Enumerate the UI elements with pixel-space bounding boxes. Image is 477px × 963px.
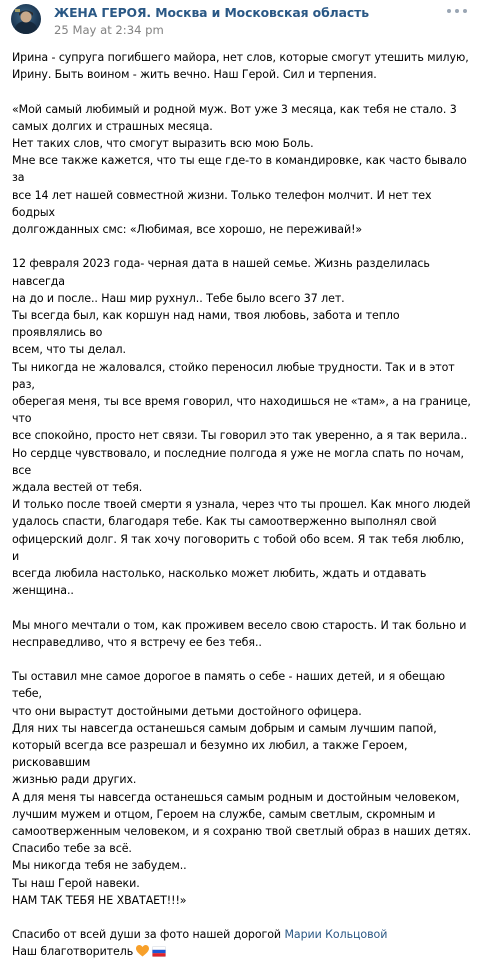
post-line: И только после твоей смерти я узнала, через что ты прошел. Как много людей <box>12 498 471 512</box>
author-name[interactable]: ЖЕНА ГЕРОЯ. Москва и Московская область <box>54 5 369 20</box>
post-date[interactable]: 25 May at 2:34 pm <box>54 23 164 37</box>
post-line: Ты никогда не жаловался, стойко переносил любые трудности. Так и в этот раз, <box>12 360 455 391</box>
post-line: все 14 лет нашей совместной жизни. Только телефон молчит. И нет тех бодрых <box>12 188 432 219</box>
post-line: Ты всегда был, как коршун над нами, твоя любовь, забота и тепло проявлялись во <box>12 309 400 340</box>
post-line: удалось спасти, благодаря тебе. Как ты самоотверженно выполнял свой <box>12 515 437 529</box>
paragraph-gap <box>12 909 474 926</box>
post-line: оберегая меня, ты все время говорил, что находишься не «там», а на границе, что <box>12 395 471 426</box>
post-paragraph <box>12 617 474 651</box>
thanks-line <box>12 926 474 943</box>
post-line: жизнью ради других. <box>12 773 137 787</box>
post-line: Ты оставил мне самое дорогое в память о себе - наших детей, и я обещаю тебе, <box>12 670 445 701</box>
photographer-mention-link[interactable]: Марии Кольцовой <box>284 928 388 942</box>
post-line: Для них ты навсегда останешься самым добрым и самым лучшим папой, <box>12 721 437 735</box>
post-line: всем, что ты делал. <box>12 343 126 357</box>
post-line: самоотверженным человеком, и я сохраню твой светлый образ в наших детях. <box>12 825 472 839</box>
post-line: Мы много мечтали о том, как проживем весело свою старость. И так больно и <box>12 618 467 632</box>
post-line: Ирину. Быть воином - жить вечно. Наш Герой. Сил и терпения. <box>12 68 377 82</box>
post-paragraph <box>12 49 474 83</box>
post-line: Ирина - супруга погибшего майора, нет слов, которые смогут утешить милую, <box>12 51 469 64</box>
post-paragraph <box>12 668 474 909</box>
post-line: долгожданных смс: «Любимая, все хорошо, не переживай!» <box>12 223 363 237</box>
post-line: Нет таких слов, что смогут выразить всю мою Боль. <box>12 137 314 150</box>
post-line: Мы никогда тебя не забудем.. <box>12 859 187 873</box>
post-line: лучшим мужем и отцом, Героем на службе, самым светлым, скромным и <box>12 807 436 821</box>
paragraph-gap <box>12 651 474 668</box>
avatar[interactable] <box>11 4 41 34</box>
post-line: А для меня ты навсегда останешься самым родным и достойным человеком, <box>12 790 460 804</box>
paragraph-gap <box>12 599 474 616</box>
post-paragraph <box>12 255 474 599</box>
post-line: «Мой самый любимый и родной муж. Вот уже 3 месяца, как тебя не стало. 3 <box>12 102 457 116</box>
paragraph-gap <box>12 83 474 100</box>
paragraph-gap <box>12 238 474 255</box>
post-line: НАМ ТАК ТЕБЯ НЕ ХВАТАЕТ!!!» <box>12 893 187 907</box>
post-line: несправедливо, что я встречу ее без тебя.. <box>12 635 262 649</box>
post-paragraph <box>12 101 474 239</box>
post-line: Спасибо тебе за всё. <box>12 842 132 856</box>
post-line: Но сердце чувствовало, и последние полгода я уже не могла спать по ночам, все <box>12 446 464 477</box>
orange-heart-icon <box>136 945 149 962</box>
post-line: Мне все также кажется, что ты еще где-то в командировке, как часто бывало за <box>12 154 467 185</box>
post-line: офицерский долг. Я так хочу поговорить с тобой обо всем. Я так тебя люблю, и <box>12 532 465 563</box>
post-header <box>0 0 477 44</box>
post-line: 12 февраля 2023 года- черная дата в нашей семье. Жизнь разделилась навсегда <box>12 257 430 288</box>
post-line: на до и после.. Наш мир рухнул.. Тебе было всего 37 лет. <box>12 291 345 305</box>
post-text <box>12 49 474 963</box>
post-line: ждала вестей от тебя. <box>12 481 143 495</box>
avatar-image <box>11 4 41 34</box>
post-line: все спокойно, просто нет связи. Ты говорил это так уверенно, а я так верила.. <box>12 429 468 443</box>
russia-flag-icon <box>152 945 166 962</box>
post-line: Ты наш Герой навеки. <box>12 876 140 890</box>
thanks-text: Спасибо от всей души за фото нашей дорогой <box>12 928 285 942</box>
more-options-icon[interactable] <box>446 6 468 16</box>
post-line: что они вырастут достойными детьми достойного офицера. <box>12 704 362 718</box>
sponsor-text: Наш благотворитель <box>12 945 134 959</box>
post-line: который всегда все разрешал и безумно их любил, а также Героем, рисковавшим <box>12 739 408 770</box>
post-line: всегда любила настолько, насколько может любить, ждать и отдавать женщина.. <box>12 567 427 598</box>
sponsor-line <box>12 943 474 962</box>
post-line: самых долгих и страшных месяца. <box>12 119 213 133</box>
